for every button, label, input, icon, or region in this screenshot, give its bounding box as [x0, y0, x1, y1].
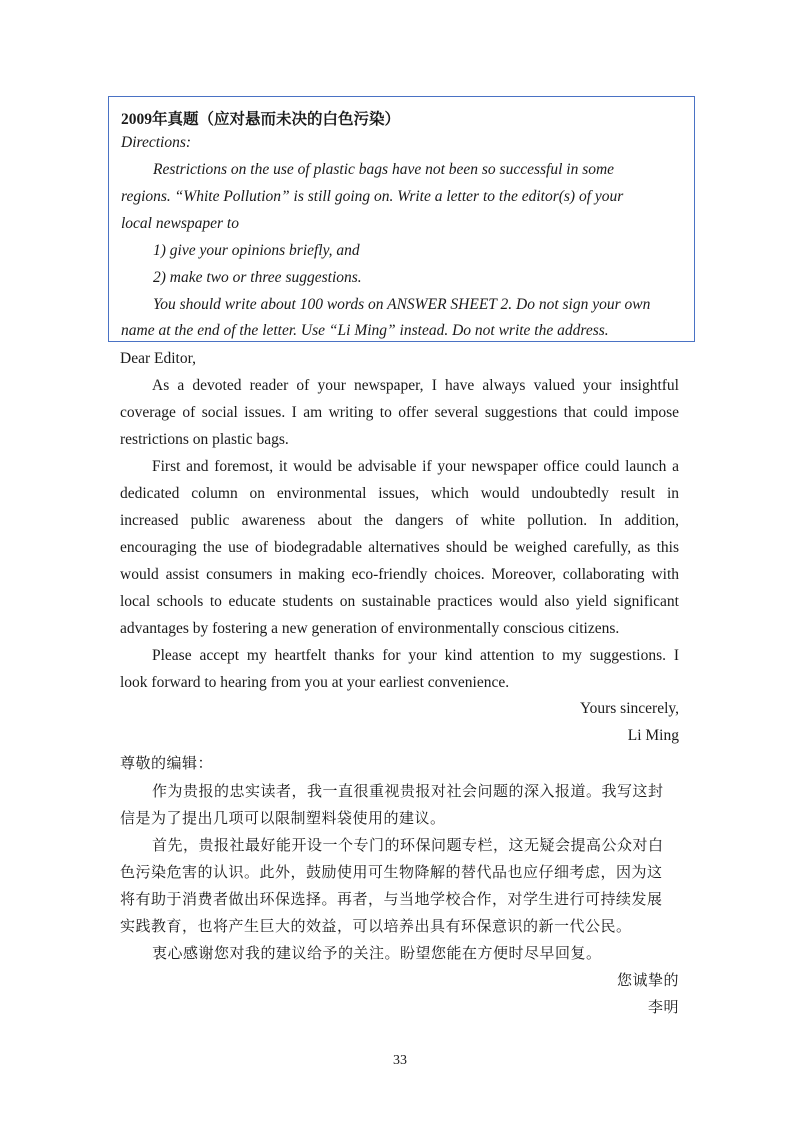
- chinese-letter-line: 实践教育，也将产生巨大的效益，可以培养出具有环保意识的新一代公民。: [120, 917, 632, 935]
- directions-line: regions. “White Pollution” is still going on. Write a letter to the editor(s) of your: [121, 188, 624, 205]
- chinese-closing: 您诚挚的: [616, 971, 679, 989]
- english-letter-line: would assist consumers in making eco-friendly choices. Moreover, collaborating with: [120, 566, 679, 583]
- english-letter-line: dedicated column on environmental issues, which would undoubtedly result in: [120, 485, 679, 502]
- chinese-letter-line: 作为贵报的忠实读者，我一直很重视贵报对社会问题的深入报道。我写这封: [152, 782, 664, 800]
- chinese-letter-line: 信是为了提出几项可以限制塑料袋使用的建议。: [120, 809, 446, 827]
- english-letter-line: coverage of social issues. I am writing to offer several suggestions that could impose: [120, 404, 679, 421]
- chinese-letter-line: 将有助于消费者做出环保选择。再者，与当地学校合作，对学生进行可持续发展: [120, 890, 663, 908]
- chinese-letter-line: 衷心感谢您对我的建议给予的关注。盼望您能在方便时尽早回复。: [152, 944, 602, 962]
- exam-title: 2009年真题（应对悬而未决的白色污染）: [121, 111, 401, 128]
- directions-line: Restrictions on the use of plastic bags have not been so successful in some: [153, 161, 615, 178]
- english-letter-line: As a devoted reader of your newspaper, I have always valued your insightful: [152, 377, 679, 394]
- chinese-signature: 李明: [647, 998, 679, 1016]
- english-letter-line: encouraging the use of biodegradable alternatives should be weighed carefully, as this: [120, 539, 679, 556]
- english-letter-line: restrictions on plastic bags.: [120, 431, 289, 448]
- chinese-letter-line: 首先，贵报社最好能开设一个专门的环保问题专栏，这无疑会提高公众对白: [152, 836, 664, 854]
- page-number: 33: [393, 1053, 407, 1068]
- directions-line: local newspaper to: [121, 215, 239, 232]
- english-letter-line: First and foremost, it would be advisable if your newspaper office could launch a: [152, 458, 679, 475]
- directions-heading: Directions:: [121, 134, 192, 151]
- directions-line: 1) give your opinions briefly, and: [153, 242, 360, 259]
- english-letter-line: look forward to hearing from you at your earliest convenience.: [120, 674, 510, 691]
- english-closing: Yours sincerely,: [579, 700, 679, 717]
- english-letter-line: advantages by fostering a new generation of environmentally conscious citizens.: [120, 620, 620, 637]
- chinese-salutation: 尊敬的编辑：: [120, 754, 214, 772]
- english-salutation: Dear Editor,: [120, 350, 196, 367]
- english-letter-line: local schools to educate students on sustainable practices would also yield significant: [120, 593, 679, 610]
- english-letter-line: increased public awareness about the dangers of white pollution. In addition,: [120, 512, 679, 529]
- chinese-letter-line: 色污染危害的认识。此外，鼓励使用可生物降解的替代品也应仔细考虑，因为这: [120, 863, 663, 881]
- directions-box: [108, 96, 695, 342]
- english-letter-line: Please accept my heartfelt thanks for your kind attention to my suggestions. I: [152, 647, 679, 664]
- directions-line: 2) make two or three suggestions.: [153, 269, 362, 286]
- directions-line: You should write about 100 words on ANSWER SHEET 2. Do not sign your own: [153, 296, 651, 313]
- english-signature: Li Ming: [627, 727, 679, 744]
- directions-line: name at the end of the letter. Use “Li Ming” instead. Do not write the address.: [121, 322, 609, 339]
